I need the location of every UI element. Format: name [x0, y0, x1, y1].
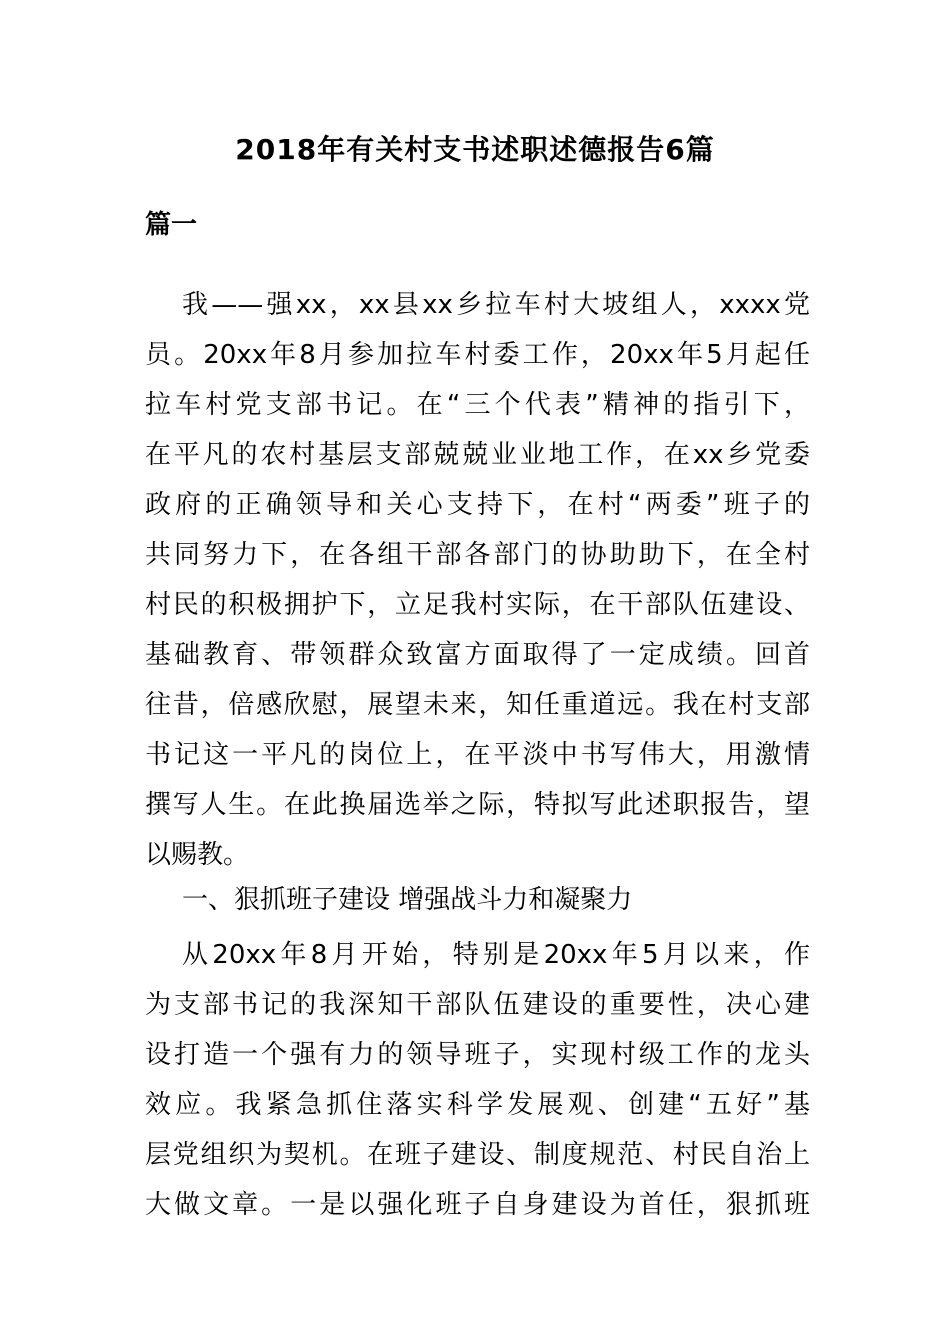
paragraph-line: 层党组织为契机。在班子建设、制度规范、村民自治上	[145, 1140, 810, 1170]
subsection-heading: 一、狠抓班子建设 增强战斗力和凝聚力	[182, 885, 633, 915]
paragraph-line: 在平凡的农村基层支部兢兢业业地工作，在xx乡党委	[145, 440, 810, 470]
section-heading: 篇一	[145, 210, 198, 240]
paragraph-line: 从20xx年8月开始，特别是20xx年5月以来，作	[182, 940, 810, 970]
paragraph-line: 基础教育、带领群众致富方面取得了一定成绩。回首	[145, 640, 810, 670]
paragraph-line: 效应。我紧急抓住落实科学发展观、创建“五好”基	[145, 1090, 810, 1120]
paragraph-line: 撰写人生。在此换届选举之际，特拟写此述职报告，望	[145, 790, 810, 820]
paragraph-line: 设打造一个强有力的领导班子，实现村级工作的龙头	[145, 1040, 810, 1070]
paragraph-line: 我——强xx，xx县xx乡拉车村大坡组人，xxxx党	[182, 290, 810, 320]
paragraph-line: 往昔，倍感欣慰，展望未来，知任重道远。我在村支部	[145, 690, 810, 720]
paragraph-line: 为支部书记的我深知干部队伍建设的重要性，决心建	[145, 990, 810, 1020]
document-title: 2018年有关村支书述职述德报告6篇	[235, 133, 715, 166]
paragraph-line: 政府的正确领导和关心支持下，在村“两委”班子的	[145, 490, 810, 520]
paragraph-line: 以赐教。	[145, 840, 250, 870]
paragraph-line: 拉车村党支部书记。在“三个代表”精神的指引下，	[145, 390, 810, 420]
paragraph-line: 村民的积极拥护下，立足我村实际，在干部队伍建设、	[145, 590, 810, 620]
paragraph-line: 书记这一平凡的岗位上，在平淡中书写伟大，用激情	[145, 740, 810, 770]
paragraph-line: 共同努力下，在各组干部各部门的协助助下，在全村	[145, 540, 810, 570]
paragraph-line: 大做文章。一是以强化班子自身建设为首任，狠抓班	[145, 1190, 810, 1220]
paragraph-line: 员。20xx年8月参加拉车村委工作，20xx年5月起任	[145, 340, 810, 370]
